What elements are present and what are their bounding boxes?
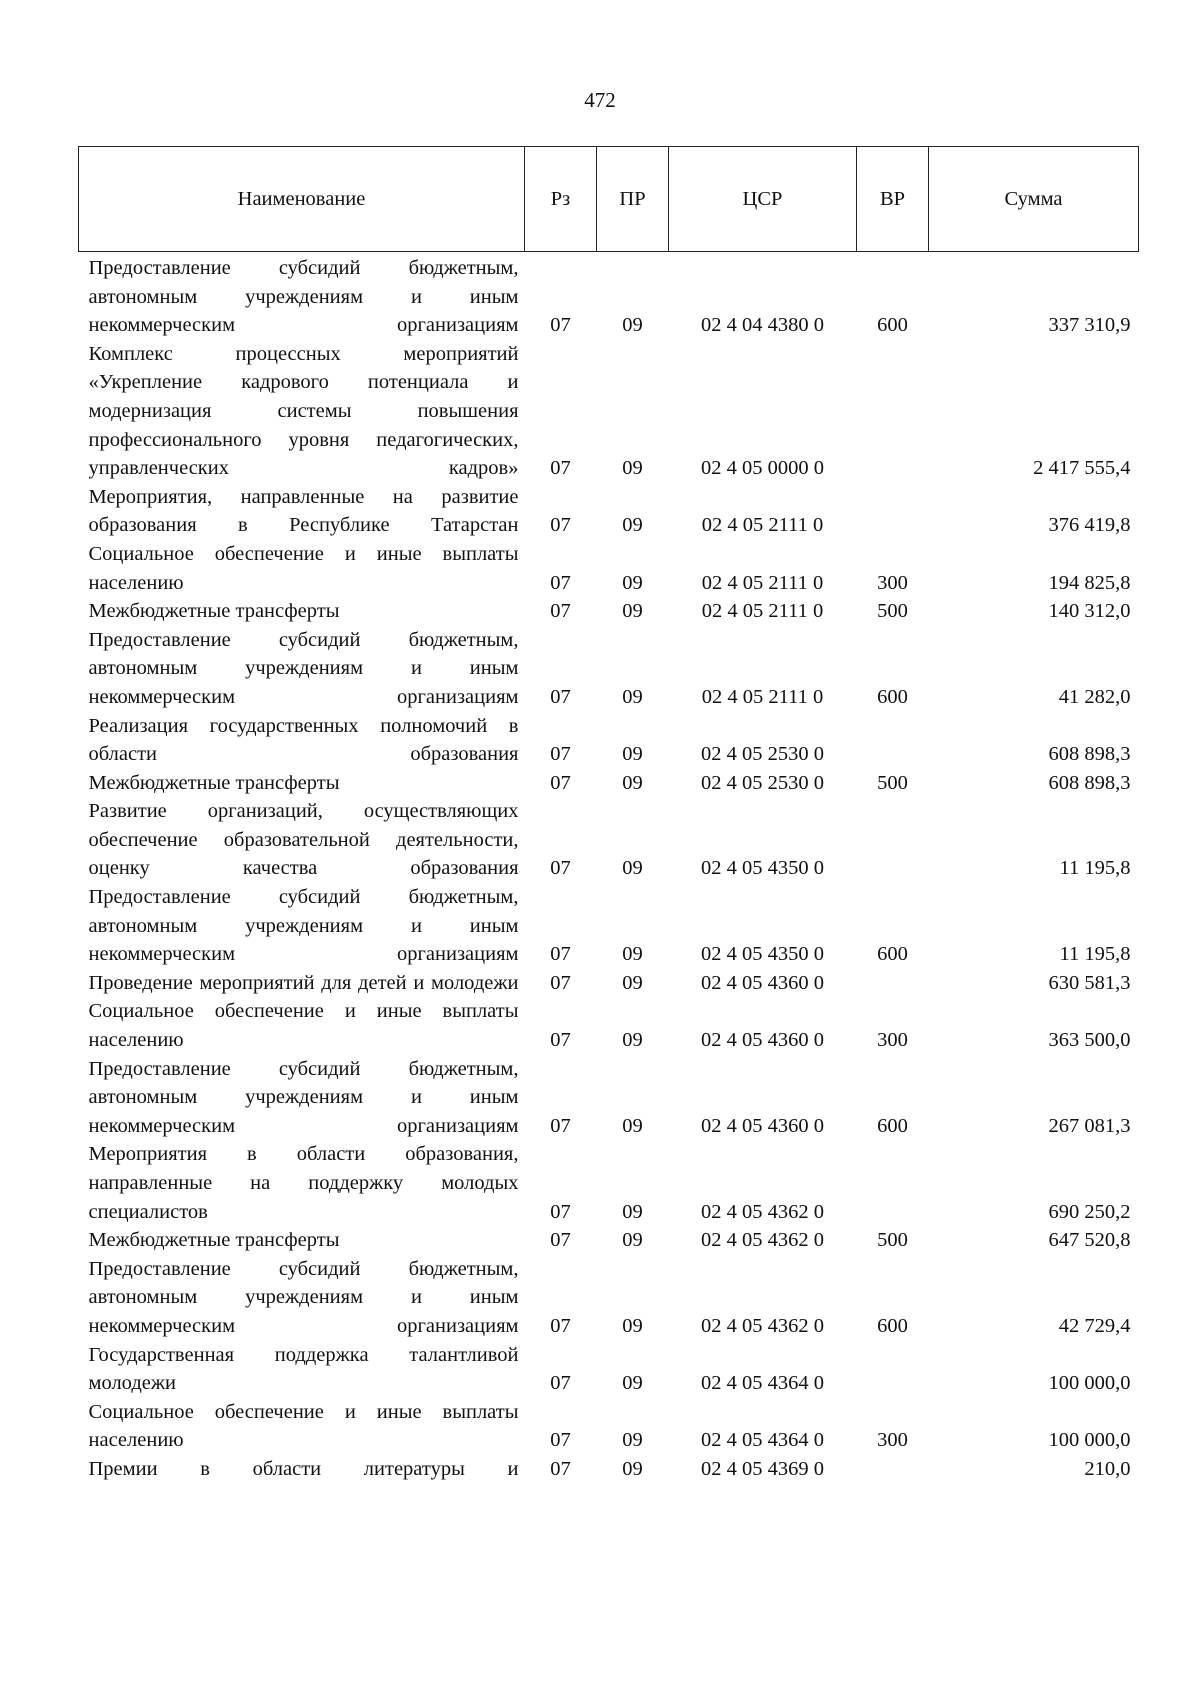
cell-rz: 07 [550,314,571,337]
cell-vr: 600 [877,1114,908,1137]
cell-csr: 02 4 05 2530 0 [701,771,824,794]
cell-pr: 09 [622,1372,643,1395]
cell-rz: 07 [550,1429,571,1452]
cell-pr: 09 [622,1457,643,1480]
cell-sum: 376 419,8 [1048,514,1131,537]
cell-csr: 02 4 05 4360 0 [701,1114,824,1137]
cell-name: Премии в области литературы и [88,1457,519,1480]
cell-pr: 09 [622,1029,643,1052]
cell-name: Проведение мероприятий для детей и молодежи [88,971,519,994]
cell-rz: 07 [550,1200,571,1223]
table-row [79,340,1139,483]
cell-vr: 600 [877,943,908,966]
cell-csr: 02 4 05 4350 0 [701,943,824,966]
cell-sum: 41 282,0 [1058,685,1131,708]
cell-pr: 09 [622,1114,643,1137]
cell-vr: 500 [877,600,908,623]
cell-vr [857,1341,929,1398]
cell-csr: 02 4 05 2530 0 [701,743,824,766]
header-row [79,147,1139,252]
cell-sum: 42 729,4 [1058,1314,1131,1337]
cell-sum: 363 500,0 [1048,1029,1131,1052]
cell-sum: 630 581,3 [1048,971,1131,994]
cell-rz: 07 [550,1114,571,1137]
cell-pr: 09 [622,943,643,966]
cell-vr [857,483,929,540]
page-number: 472 [584,88,616,112]
header-vr: ВР [857,147,929,252]
cell-vr [857,1140,929,1226]
cell-name: Социальное обеспечение и иные выплаты населению [88,542,519,594]
cell-sum: 690 250,2 [1048,1200,1131,1223]
cell-name: Предоставление субсидий бюджетным, автономным учреждениям и иным некоммерческим организациям [88,628,519,708]
cell-pr: 09 [622,857,643,880]
cell-sum: 11 195,8 [1059,943,1131,966]
cell-vr: 600 [877,1314,908,1337]
cell-csr: 02 4 05 4364 0 [701,1372,824,1395]
cell-rz: 07 [550,771,571,794]
table-row [79,1398,1139,1455]
cell-rz: 07 [550,685,571,708]
cell-pr: 09 [622,743,643,766]
cell-name: Социальное обеспечение и иные выплаты населению [88,1000,519,1052]
cell-rz: 07 [550,1457,571,1480]
table-row [79,969,1139,998]
cell-csr: 02 4 05 2111 0 [701,514,824,537]
cell-vr: 300 [877,1029,908,1052]
cell-rz: 07 [550,1314,571,1337]
table-row [79,1341,1139,1398]
table-row [79,1055,1139,1141]
cell-vr: 300 [877,571,908,594]
cell-csr: 02 4 05 4362 0 [701,1200,824,1223]
cell-name: Государственная поддержка талантливой молодежи [88,1343,519,1395]
cell-csr: 02 4 05 4360 0 [701,971,824,994]
cell-vr [857,969,929,998]
cell-sum: 267 081,3 [1048,1114,1131,1137]
cell-sum: 100 000,0 [1048,1372,1131,1395]
cell-sum: 140 312,0 [1048,600,1131,623]
cell-name: Реализация государственных полномочий в области образования [88,714,519,766]
cell-name: Мероприятия, направленные на развитие образования в Республике Татарстан [88,485,519,537]
cell-vr [857,340,929,483]
table-row [79,1140,1139,1226]
cell-rz: 07 [550,1029,571,1052]
cell-pr: 09 [622,971,643,994]
table-row [79,997,1139,1054]
table-row [79,540,1139,597]
cell-name: Межбюджетные трансферты [88,600,340,623]
table-row [79,883,1139,969]
cell-rz: 07 [550,971,571,994]
table-row [79,712,1139,769]
table-row [79,252,1139,340]
cell-sum: 608 898,3 [1048,771,1131,794]
budget-table [78,146,1139,1484]
cell-vr: 500 [877,771,908,794]
cell-vr: 500 [877,1229,908,1252]
cell-name: Социальное обеспечение и иные выплаты населению [88,1400,519,1452]
cell-pr: 09 [622,771,643,794]
cell-rz: 07 [550,600,571,623]
cell-sum: 337 310,9 [1048,314,1131,337]
table-row [79,1455,1139,1484]
cell-pr: 09 [622,1429,643,1452]
cell-csr: 02 4 05 0000 0 [701,457,824,480]
cell-csr: 02 4 05 2111 0 [701,685,824,708]
cell-vr [857,797,929,883]
cell-sum: 210,0 [1084,1457,1131,1480]
cell-pr: 09 [622,514,643,537]
header-name: Наименование [79,147,525,252]
cell-pr: 09 [622,600,643,623]
cell-csr: 02 4 05 4362 0 [701,1229,824,1252]
cell-rz: 07 [550,514,571,537]
table-body [79,252,1139,1484]
header-rz: Рз [525,147,597,252]
header-sum: Сумма [929,147,1139,252]
table-row [79,1255,1139,1341]
cell-vr: 600 [877,685,908,708]
cell-name: Комплекс процессных мероприятий «Укрепление кадрового потенциала и модернизация системы повышения профессионального уровня педагогических, управленческих кадров» [88,342,519,480]
cell-sum: 647 520,8 [1048,1229,1131,1252]
cell-name: Межбюджетные трансферты [88,1229,340,1252]
cell-pr: 09 [622,1200,643,1223]
cell-csr: 02 4 05 2111 0 [701,571,824,594]
cell-pr: 09 [622,1229,643,1252]
cell-rz: 07 [550,1372,571,1395]
cell-name: Предоставление субсидий бюджетным, автономным учреждениям и иным некоммерческим организациям [88,1057,519,1137]
cell-name: Развитие организаций, осуществляющих обеспечение образовательной деятельности, оценку качества образования [88,800,519,880]
cell-name: Мероприятия в области образования, направленные на поддержку молодых специалистов [88,1143,519,1223]
table-row [79,797,1139,883]
table-row [79,626,1139,712]
table-row [79,483,1139,540]
cell-rz: 07 [550,1229,571,1252]
cell-name: Предоставление субсидий бюджетным, автономным учреждениям и иным некоммерческим организациям [88,257,519,337]
cell-csr: 02 4 05 2111 0 [701,600,824,623]
cell-csr: 02 4 05 4350 0 [701,857,824,880]
cell-sum: 11 195,8 [1059,857,1131,880]
cell-csr: 02 4 05 4362 0 [701,1314,824,1337]
cell-pr: 09 [622,1314,643,1337]
cell-vr: 600 [877,314,908,337]
table-row [79,597,1139,626]
cell-csr: 02 4 05 4364 0 [701,1429,824,1452]
table-row [79,1226,1139,1255]
cell-sum: 100 000,0 [1048,1429,1131,1452]
cell-name: Предоставление субсидий бюджетным, автономным учреждениям и иным некоммерческим организациям [88,886,519,966]
table-header [79,147,1139,252]
cell-pr: 09 [622,571,643,594]
cell-rz: 07 [550,857,571,880]
cell-pr: 09 [622,685,643,708]
cell-name: Межбюджетные трансферты [88,771,340,794]
table-row [79,769,1139,798]
cell-csr: 02 4 05 4369 0 [701,1457,824,1480]
cell-csr: 02 4 05 4360 0 [701,1029,824,1052]
cell-pr: 09 [622,457,643,480]
cell-sum: 194 825,8 [1048,571,1131,594]
cell-pr: 09 [622,314,643,337]
cell-csr: 02 4 04 4380 0 [701,314,824,337]
cell-vr: 300 [877,1429,908,1452]
cell-rz: 07 [550,943,571,966]
header-pr: ПР [597,147,669,252]
cell-rz: 07 [550,571,571,594]
cell-vr [857,1455,929,1484]
cell-vr [857,712,929,769]
header-csr: ЦСР [669,147,857,252]
cell-sum: 608 898,3 [1048,743,1131,766]
cell-sum: 2 417 555,4 [1033,457,1131,480]
cell-rz: 07 [550,743,571,766]
cell-name: Предоставление субсидий бюджетным, автономным учреждениям и иным некоммерческим организациям [88,1257,519,1337]
cell-rz: 07 [550,457,571,480]
